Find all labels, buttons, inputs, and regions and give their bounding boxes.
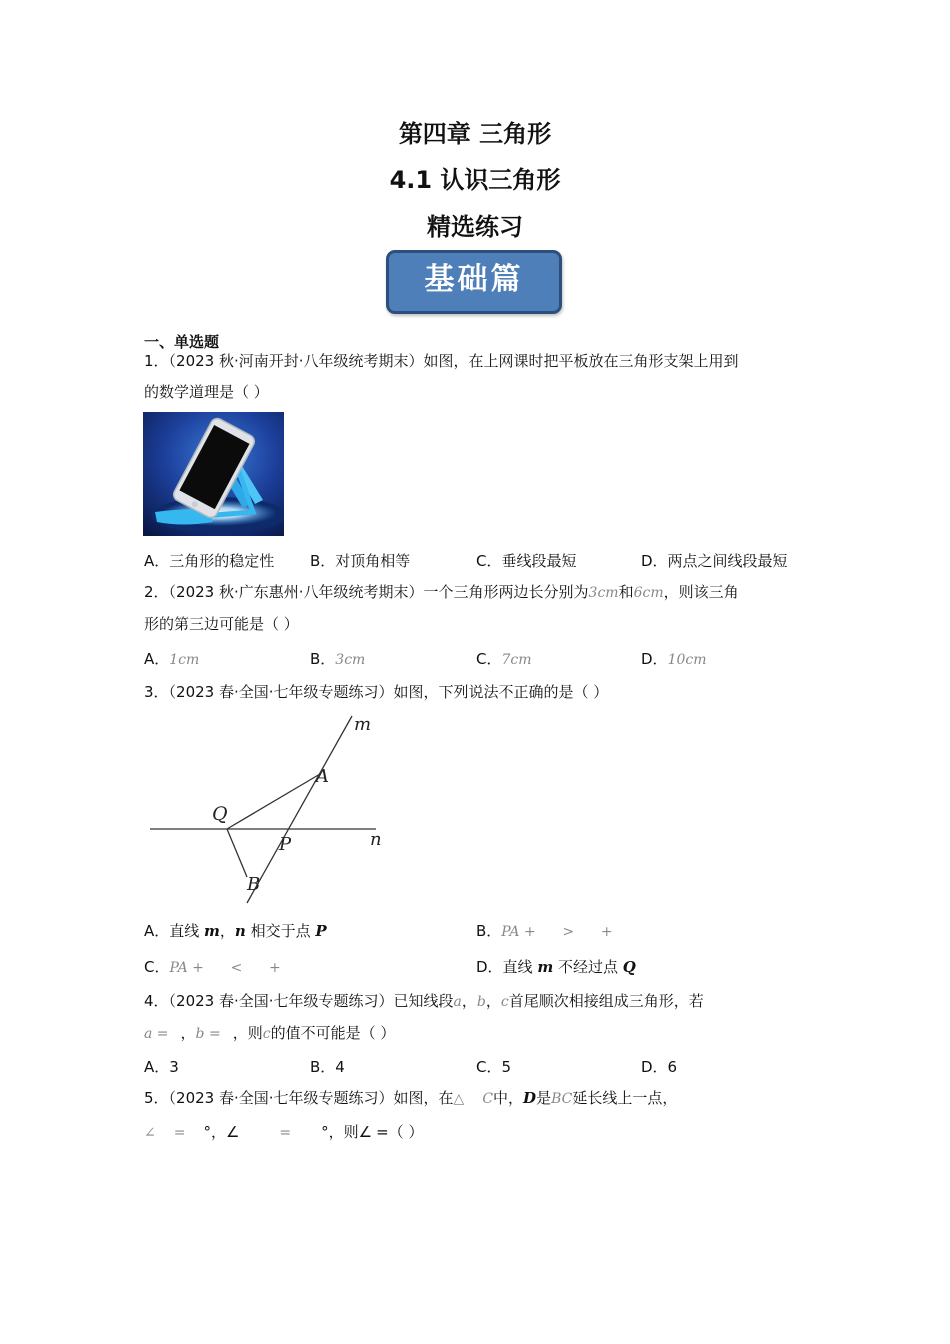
q5-text-d: 延长线上一点，	[572, 1089, 678, 1107]
q3-option-b[interactable]	[476, 920, 613, 941]
q3-line1: 3．（2023 春·全国·七年级专题练习）如图，下列说法不正确的是（ ）	[144, 683, 609, 701]
q5-text-deg-2: °，则∠	[321, 1123, 373, 1141]
q4-option-a[interactable]: A．3	[144, 1058, 179, 1076]
section-heading: 一、单选题	[144, 333, 220, 351]
q2-line1	[144, 582, 739, 603]
q2-option-a[interactable]	[144, 648, 199, 669]
q3-option-a-P: P	[315, 922, 327, 940]
q5-triangle: △	[453, 1091, 465, 1107]
q2-length-1: 3cm	[588, 585, 619, 601]
phone-stand-photo	[143, 412, 284, 536]
label-A: A	[316, 766, 329, 787]
q1-option-c[interactable]: C．垂线段最短	[476, 552, 577, 570]
q4-line1	[144, 991, 704, 1012]
q5-triangle-vertex: C	[482, 1091, 494, 1107]
q1-option-a[interactable]: A．三角形的稳定性	[144, 552, 275, 570]
q3-option-d-text: D．直线	[476, 958, 538, 976]
q3-option-c[interactable]	[144, 956, 281, 977]
q4-option-d[interactable]: D．6	[641, 1058, 678, 1076]
q2-option-c-value: 7cm	[501, 652, 532, 668]
q2-option-d-label: D．	[641, 650, 668, 668]
q2-option-d[interactable]	[641, 648, 707, 669]
q4-line2-var: c	[262, 1026, 271, 1042]
q4-option-c[interactable]: C．5	[476, 1058, 512, 1076]
segment-QA	[227, 774, 320, 829]
label-Q: Q	[212, 803, 228, 825]
q3-option-d-m: m	[537, 958, 554, 976]
q5-eq-2: =	[279, 1125, 292, 1141]
q2-option-c-label: C．	[476, 650, 502, 668]
q3-option-a[interactable]	[144, 920, 327, 941]
q2-text-a: 2．（2023 秋·广东惠州·八年级统考期末）一个三角形两边长分别为	[144, 583, 589, 601]
level-badge	[386, 250, 562, 314]
q5-text-a: 5．（2023 春·全国·七年级专题练习）如图，在	[144, 1089, 454, 1107]
q2-option-b[interactable]	[310, 648, 365, 669]
q3-option-a-text: A．直线	[144, 922, 205, 940]
q4-text-a: 4．（2023 春·全国·七年级专题练习）已知线段	[144, 992, 454, 1010]
q4-var-b: b	[476, 994, 486, 1010]
q3-option-b-math: PA + > +	[501, 924, 613, 940]
label-m: m	[354, 714, 372, 735]
q3-option-b-label: B．	[476, 922, 502, 940]
q4-var-a: a	[453, 994, 462, 1010]
q2-text-b: 和	[618, 583, 634, 601]
q5-line1	[144, 1088, 677, 1109]
label-P: P	[279, 834, 292, 855]
q3-option-a-sep: ，	[219, 922, 235, 940]
q4-sep-2: ，	[485, 992, 501, 1010]
q5-angle-1: ∠	[144, 1125, 156, 1141]
label-B: B	[247, 874, 261, 895]
q5-segment-BC: BC	[551, 1091, 573, 1107]
q3-option-c-math: PA + < +	[169, 960, 281, 976]
q4-line2-sep: ，	[180, 1024, 196, 1042]
q4-text-b: 首尾顺次相接组成三角形，若	[508, 992, 704, 1010]
q2-option-a-label: A．	[144, 650, 170, 668]
q2-option-d-value: 10cm	[667, 652, 707, 668]
q4-line2	[144, 1023, 395, 1044]
q2-option-b-value: 3cm	[335, 652, 366, 668]
q3-option-d-Q: Q	[622, 958, 636, 976]
q2-text-c: ，则该三角	[663, 583, 739, 601]
q3-option-c-label: C．	[144, 958, 170, 976]
q5-point-D: D	[523, 1089, 537, 1107]
q5-text-end: =（ ）	[376, 1123, 424, 1141]
q2-length-2: 6cm	[633, 585, 664, 601]
q4-sep-1: ，	[461, 992, 477, 1010]
q1-line1: 1．（2023 秋·河南开封·八年级统考期末）如图，在上网课时把平板放在三角形支架上用到	[144, 352, 739, 370]
q2-line2: 形的第三边可能是（ ）	[144, 615, 299, 633]
line-m	[247, 716, 352, 903]
q5-text-b: 中，	[493, 1089, 524, 1107]
chapter-title: 第四章 三角形	[398, 120, 552, 148]
q5-line2	[144, 1122, 423, 1143]
q4-line2-text: ，则	[232, 1024, 263, 1042]
q2-option-a-value: 1cm	[169, 652, 200, 668]
segment-QB	[227, 829, 247, 877]
q1-option-b[interactable]: B．对顶角相等	[310, 552, 411, 570]
section-title: 4.1 认识三角形	[389, 166, 561, 194]
level-badge-label: 基础篇	[424, 262, 524, 297]
q3-option-d[interactable]	[476, 956, 636, 977]
label-n: n	[370, 829, 382, 850]
q4-var-c: c	[500, 994, 509, 1010]
q5-text-c: 是	[536, 1089, 552, 1107]
q2-option-b-label: B．	[310, 650, 336, 668]
q3-option-a-n: n	[234, 922, 246, 940]
q3-option-a-text2: 相交于点	[245, 922, 316, 940]
q5-eq-1: =	[173, 1125, 186, 1141]
q4-line2-text2: 的值不可能是（ ）	[270, 1024, 396, 1042]
subtitle: 精选练习	[427, 213, 523, 241]
q4-eq-a: a =	[144, 1026, 169, 1042]
q1-option-d[interactable]: D．两点之间线段最短	[641, 552, 788, 570]
q4-option-b[interactable]: B．4	[310, 1058, 345, 1076]
q3-option-a-m: m	[204, 922, 220, 940]
q3-option-d-text2: 不经过点	[553, 958, 623, 976]
q5-text-deg-1: °，∠	[203, 1123, 240, 1141]
q3-figure	[140, 710, 400, 910]
q1-line2: 的数学道理是（ ）	[144, 383, 269, 401]
q4-eq-b: b =	[195, 1026, 221, 1042]
q2-option-c[interactable]	[476, 648, 532, 669]
